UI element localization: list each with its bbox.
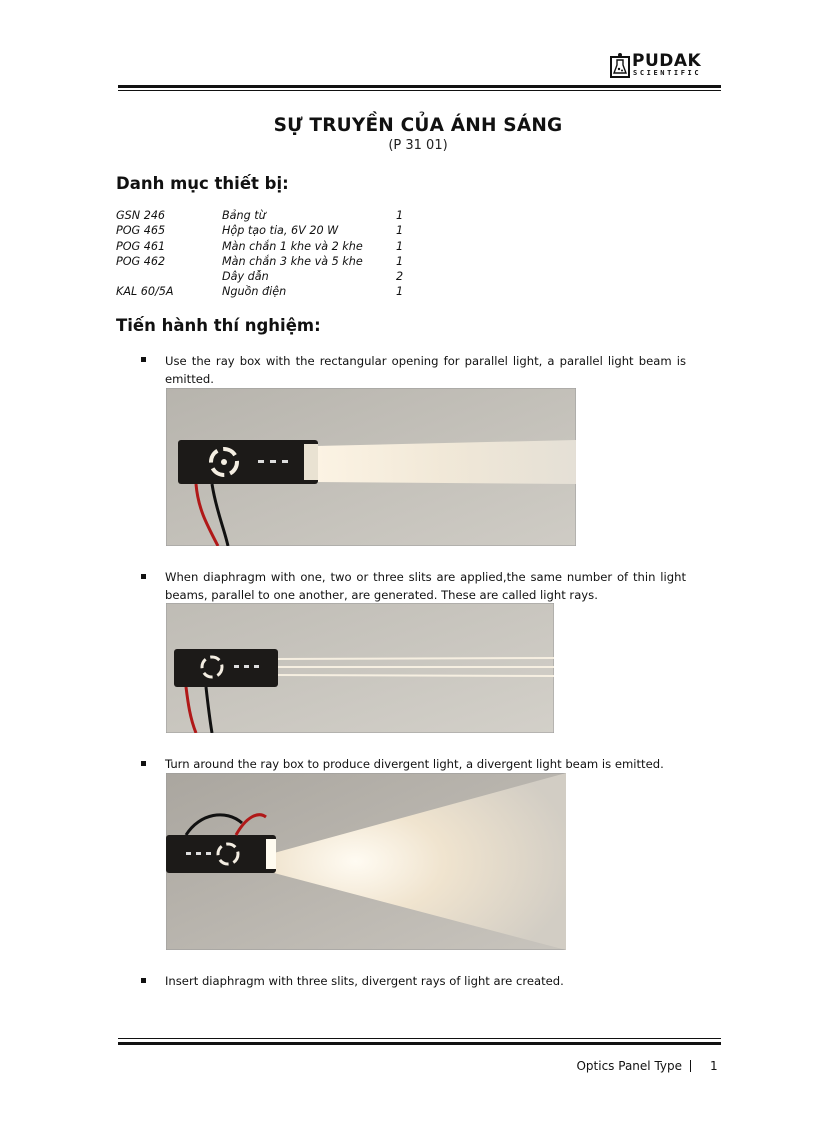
- photo-parallel-rays: [166, 603, 554, 733]
- bullet-icon: [141, 761, 146, 766]
- equipment-code: POG 462: [116, 254, 166, 268]
- experiment-code: (P 31 01): [388, 138, 448, 153]
- footer-rule-thin: [118, 1038, 721, 1039]
- procedure-heading: Tiến hành thí nghiệm:: [116, 316, 321, 335]
- equipment-code: POG 461: [116, 239, 166, 253]
- bullet-icon: [141, 574, 146, 579]
- bullet-icon: [141, 978, 146, 983]
- equipment-name: Màn chắn 3 khe và 5 khe: [222, 254, 363, 268]
- step-text: When diaphragm with one, two or three slits are applied,the same number of thin light beams, parallel to one another, are generated. These are called light rays.: [165, 570, 686, 602]
- step-text: Use the ray box with the rectangular opening for parallel light, a parallel light beam is emitted.: [165, 354, 686, 386]
- equipment-name: Dây dẫn: [222, 270, 269, 284]
- photo-divergent-beam: [166, 773, 566, 950]
- step-text: Turn around the ray box to produce divergent light, a divergent light beam is emitted.: [165, 757, 664, 771]
- logo-subtitle: SCIENTIFIC: [633, 69, 702, 77]
- equipment-qty: 1: [396, 224, 404, 238]
- footer-rule-thick: [118, 1042, 721, 1045]
- header-rule-thin: [118, 90, 721, 91]
- equipment-qty: 1: [396, 254, 404, 268]
- equipment-code: POG 465: [116, 224, 166, 238]
- equipment-heading: Danh mục thiết bị:: [116, 174, 289, 193]
- page-title: SỰ TRUYỀN CỦA ÁNH SÁNG: [273, 115, 563, 136]
- equipment-qty: 1: [396, 209, 404, 222]
- equipment-name: Nguồn điện: [222, 285, 287, 299]
- equipment-name: Hộp tạo tia, 6V 20 W: [222, 224, 339, 238]
- equipment-code: KAL 60/5A: [116, 285, 174, 299]
- footer-label: Optics Panel Type: [576, 1059, 682, 1073]
- equipment-name: Bảng từ: [222, 209, 266, 222]
- equipment-name: Màn chắn 1 khe và 2 khe: [222, 239, 363, 253]
- bullet-icon: [141, 357, 146, 362]
- footer-separator: [690, 1060, 691, 1072]
- logo-brand: PUDAK: [632, 51, 702, 71]
- step-text: Insert diaphragm with three slits, divergent rays of light are created.: [165, 974, 564, 988]
- header-rule-thick: [118, 85, 721, 88]
- equipment-code: GSN 246: [116, 209, 166, 222]
- pudak-logo: [610, 52, 720, 78]
- photo-parallel-beam: [166, 388, 576, 546]
- equipment-qty: 2: [396, 270, 404, 284]
- pudak-flask-icon: [610, 52, 630, 78]
- equipment-qty: 1: [396, 285, 404, 299]
- page-number: 1: [710, 1059, 718, 1073]
- equipment-qty: 1: [396, 239, 404, 253]
